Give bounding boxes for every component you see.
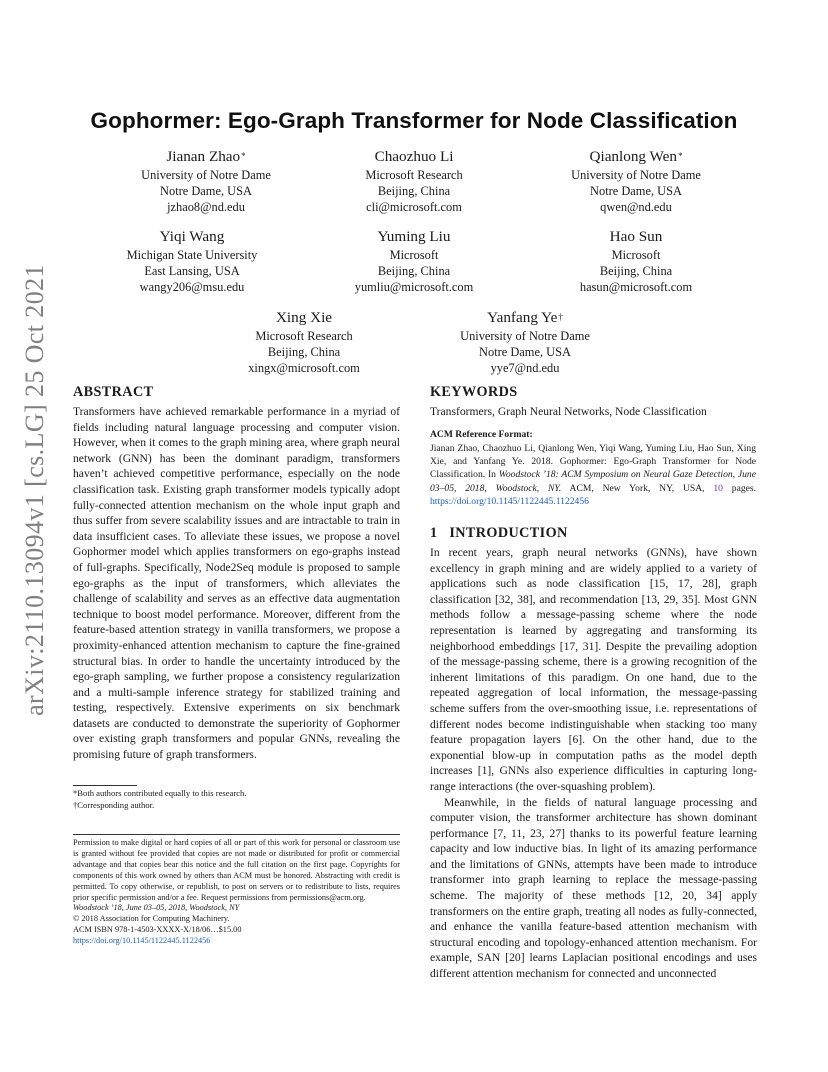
intro-paragraph-2: Meanwhile, in the fields of natural language processing and computer vision, the transformer architecture has shown dominant performance [7, 11, 23, 27] thanks to its powerful feature learning capacity and low inductive bias. In light of its amazing performance and the limitations of GNNs, attempts have been made to introduce transformer into graph learning to replace the message-passing scheme. The majority of these methods [12, 20, 34] apply transformers on the entire graph, treating all nodes as fully-connected, and enhance the vanilla feature-based attention mechanism with structural encoding and topology-enhanced attention mechanism. For example, SAN [20] learns Laplacian positional encodings and uses different attention mechanism for connected and unconnected	[430, 795, 757, 981]
author-block	[294, 147, 534, 216]
permission-copyright: © 2018 Association for Computing Machinery.	[73, 914, 230, 924]
author-name: Hao Sun	[609, 228, 663, 245]
author-affiliation: Michigan State University	[126, 248, 258, 262]
author-block	[72, 227, 312, 296]
author-email: wangy206@msu.edu	[139, 280, 245, 295]
footnote-equal-contribution: *Both authors contributed equally to this research.	[73, 788, 247, 798]
author-name: Qianlong Wen	[589, 148, 677, 165]
permission-venue: Woodstock ’18, June 03–05, 2018, Woodstock, NY	[73, 903, 240, 913]
arxiv-identifier-stamp: arXiv:2110.13094v1 [cs.LG] 25 Oct 2021	[20, 264, 49, 716]
footnote-corresponding-author: †Corresponding author.	[73, 799, 155, 810]
author-affiliation: Microsoft Research	[365, 168, 463, 182]
acm-reference-doi-link[interactable]: https://doi.org/10.1145/1122445.1122456	[430, 495, 589, 507]
permission-doi-link[interactable]: https://doi.org/10.1145/1122445.1122456	[73, 936, 211, 946]
acm-reference-pages-word: pages.	[722, 482, 757, 494]
introduction-body	[430, 545, 757, 982]
equal-contribution-mark: *	[241, 151, 246, 161]
author-name: Yuming Liu	[377, 228, 451, 245]
abstract-heading: ABSTRACT	[73, 384, 154, 400]
acm-reference-venue: Woodstock ’18: ACM Symposium on Neural Gaze Detection, June 03–05, 2018, Woodstock, NY.	[430, 469, 756, 494]
acm-reference-heading: ACM Reference Format:	[430, 429, 533, 440]
author-name: Jianan Zhao	[166, 148, 241, 165]
acm-reference-publisher: ACM, New York, NY, USA,	[561, 482, 714, 494]
author-email: cli@microsoft.com	[366, 200, 462, 215]
author-email: hasun@microsoft.com	[579, 280, 693, 295]
author-email: qwen@nd.edu	[600, 200, 672, 215]
footnotes	[73, 788, 400, 811]
acm-reference-page-count[interactable]: 10	[713, 482, 723, 494]
author-name: Yanfang Ye	[487, 309, 558, 326]
author-email: yye7@nd.edu	[490, 361, 560, 376]
author-email: jzhao8@nd.edu	[167, 200, 245, 215]
author-location: East Lansing, USA	[144, 264, 240, 279]
author-block	[516, 227, 756, 296]
author-block	[184, 308, 424, 377]
author-location: Beijing, China	[267, 345, 341, 360]
introduction-heading	[430, 525, 568, 542]
footnote-rule	[73, 785, 137, 786]
author-email: yumliu@microsoft.com	[354, 280, 474, 295]
author-affiliation: University of Notre Dame	[141, 168, 271, 182]
acm-reference-body	[430, 442, 756, 508]
author-name: Xing Xie	[275, 309, 333, 326]
author-affiliation: Microsoft	[389, 248, 439, 262]
author-location: Beijing, China	[599, 264, 673, 279]
permission-text: Permission to make digital or hard copies of all or part of this work for personal or classroom use is granted without fee provided that copies are not made or distributed for profit or commercial advantage and that copies bear this notice and the full citation on the first page. Copyrights for components of this work owned by others than ACM must be honored. Abstracting with credit is permitted. To copy otherwise, or republish, to post on servers or to redistribute to lists, requires prior specific permission and/or a fee. Request permissions from permissions@acm.org.	[73, 838, 400, 902]
author-affiliation: Microsoft	[611, 248, 661, 262]
author-name: Chaozhuo Li	[374, 148, 454, 165]
author-email: xingx@microsoft.com	[248, 361, 360, 376]
paper-title: Gophormer: Ego-Graph Transformer for Node Classification	[90, 108, 738, 133]
author-location: Beijing, China	[377, 184, 451, 199]
keywords-heading: KEYWORDS	[430, 384, 518, 400]
author-location: Beijing, China	[377, 264, 451, 279]
permission-isbn: ACM ISBN 978-1-4503-XXXX-X/18/06…$15.00	[73, 925, 242, 935]
intro-paragraph-1: In recent years, graph neural networks (GNNs), have shown excellency in graph mining and are widely applied to a variety of applications such as node classification [15, 17, 28], graph classification [32, 38], and recommendation [13, 29, 35]. Most GNN methods follow a message-passing scheme where the node representation is learned by aggregating and transforming its neighborhood embeddings [17, 31]. Despite the prevailing adoption of the message-passing scheme, there is a growing recognition of the inherent limitations of this paradigm. On one hand, due to the repeated aggregation of local information, the message-passing scheme suffers from the over-smoothing issue, i.e. representations of different nodes become indistinguishable when stacking too many feature propagation layers [6]. On the other hand, due to the exponential blow-up in computation paths as the model depth increases [1], GNNs also experience difficulties in capturing long-range interactions (the over-squashing problem).	[430, 546, 757, 793]
corresponding-author-mark: †	[558, 312, 563, 322]
keywords-text: Transformers, Graph Neural Networks, Node Classification	[430, 405, 707, 418]
section-title: INTRODUCTION	[449, 525, 568, 541]
equal-contribution-mark: *	[678, 151, 683, 161]
author-block	[294, 227, 534, 296]
author-location: Notre Dame, USA	[479, 345, 571, 360]
author-location: Notre Dame, USA	[160, 184, 252, 199]
author-affiliation: University of Notre Dame	[571, 168, 701, 182]
abstract-body	[73, 404, 400, 763]
permission-block	[73, 838, 400, 947]
author-block	[405, 308, 645, 377]
author-affiliation: Microsoft Research	[255, 329, 353, 343]
author-name: Yiqi Wang	[159, 228, 225, 245]
permission-rule	[73, 834, 400, 835]
author-location: Notre Dame, USA	[590, 184, 682, 199]
author-affiliation: University of Notre Dame	[460, 329, 590, 343]
abstract-text: Transformers have achieved remarkable performance in a myriad of fields including natural language processing and computer vision. However, when it comes to the graph mining area, where graph neural network (GNN) has been the dominant paradigm, transformers haven’t achieved competitive performance, especially on the node classification task. Existing graph transformer models typically adopt fully-connected attention mechanism on the whole input graph and thus suffer from severe scalability issues and are intractable to train in data insufficient cases. To alleviate these issues, we propose a novel Gophormer model which applies transformers on ego-graphs instead of full-graphs. Specifically, Node2Seq module is proposed to sample ego-graphs as the input of transformers, which alleviates the challenge of scalability and serves as an effective data augmentation technique to boost model performance. Moreover, different from the feature-based attention strategy in vanilla transformers, we propose a proximity-enhanced attention mechanism to capture the fine-grained structural bias. In order to handle the uncertainty introduced by the ego-graph sampling, we further propose a consistency regularization and a multi-sample inference strategy for stabilized training and testing, respectively. Extensive experiments on six benchmark datasets are conducted to demonstrate the superiority of Gophormer over existing graph transformers and popular GNNs, revealing the promising future of graph transformers.	[73, 405, 400, 762]
acm-reference-authors: Jianan Zhao, Chaozhuo Li, Qianlong Wen, Yiqi Wang, Yuming Liu, Hao Sun, Xing Xie, and Yanfang Ye. 2018. Gophormer: Ego-Graph Transformer for Node Classification. In	[430, 443, 756, 481]
section-number: 1	[430, 525, 438, 541]
author-block	[516, 147, 756, 216]
author-block	[86, 147, 326, 216]
